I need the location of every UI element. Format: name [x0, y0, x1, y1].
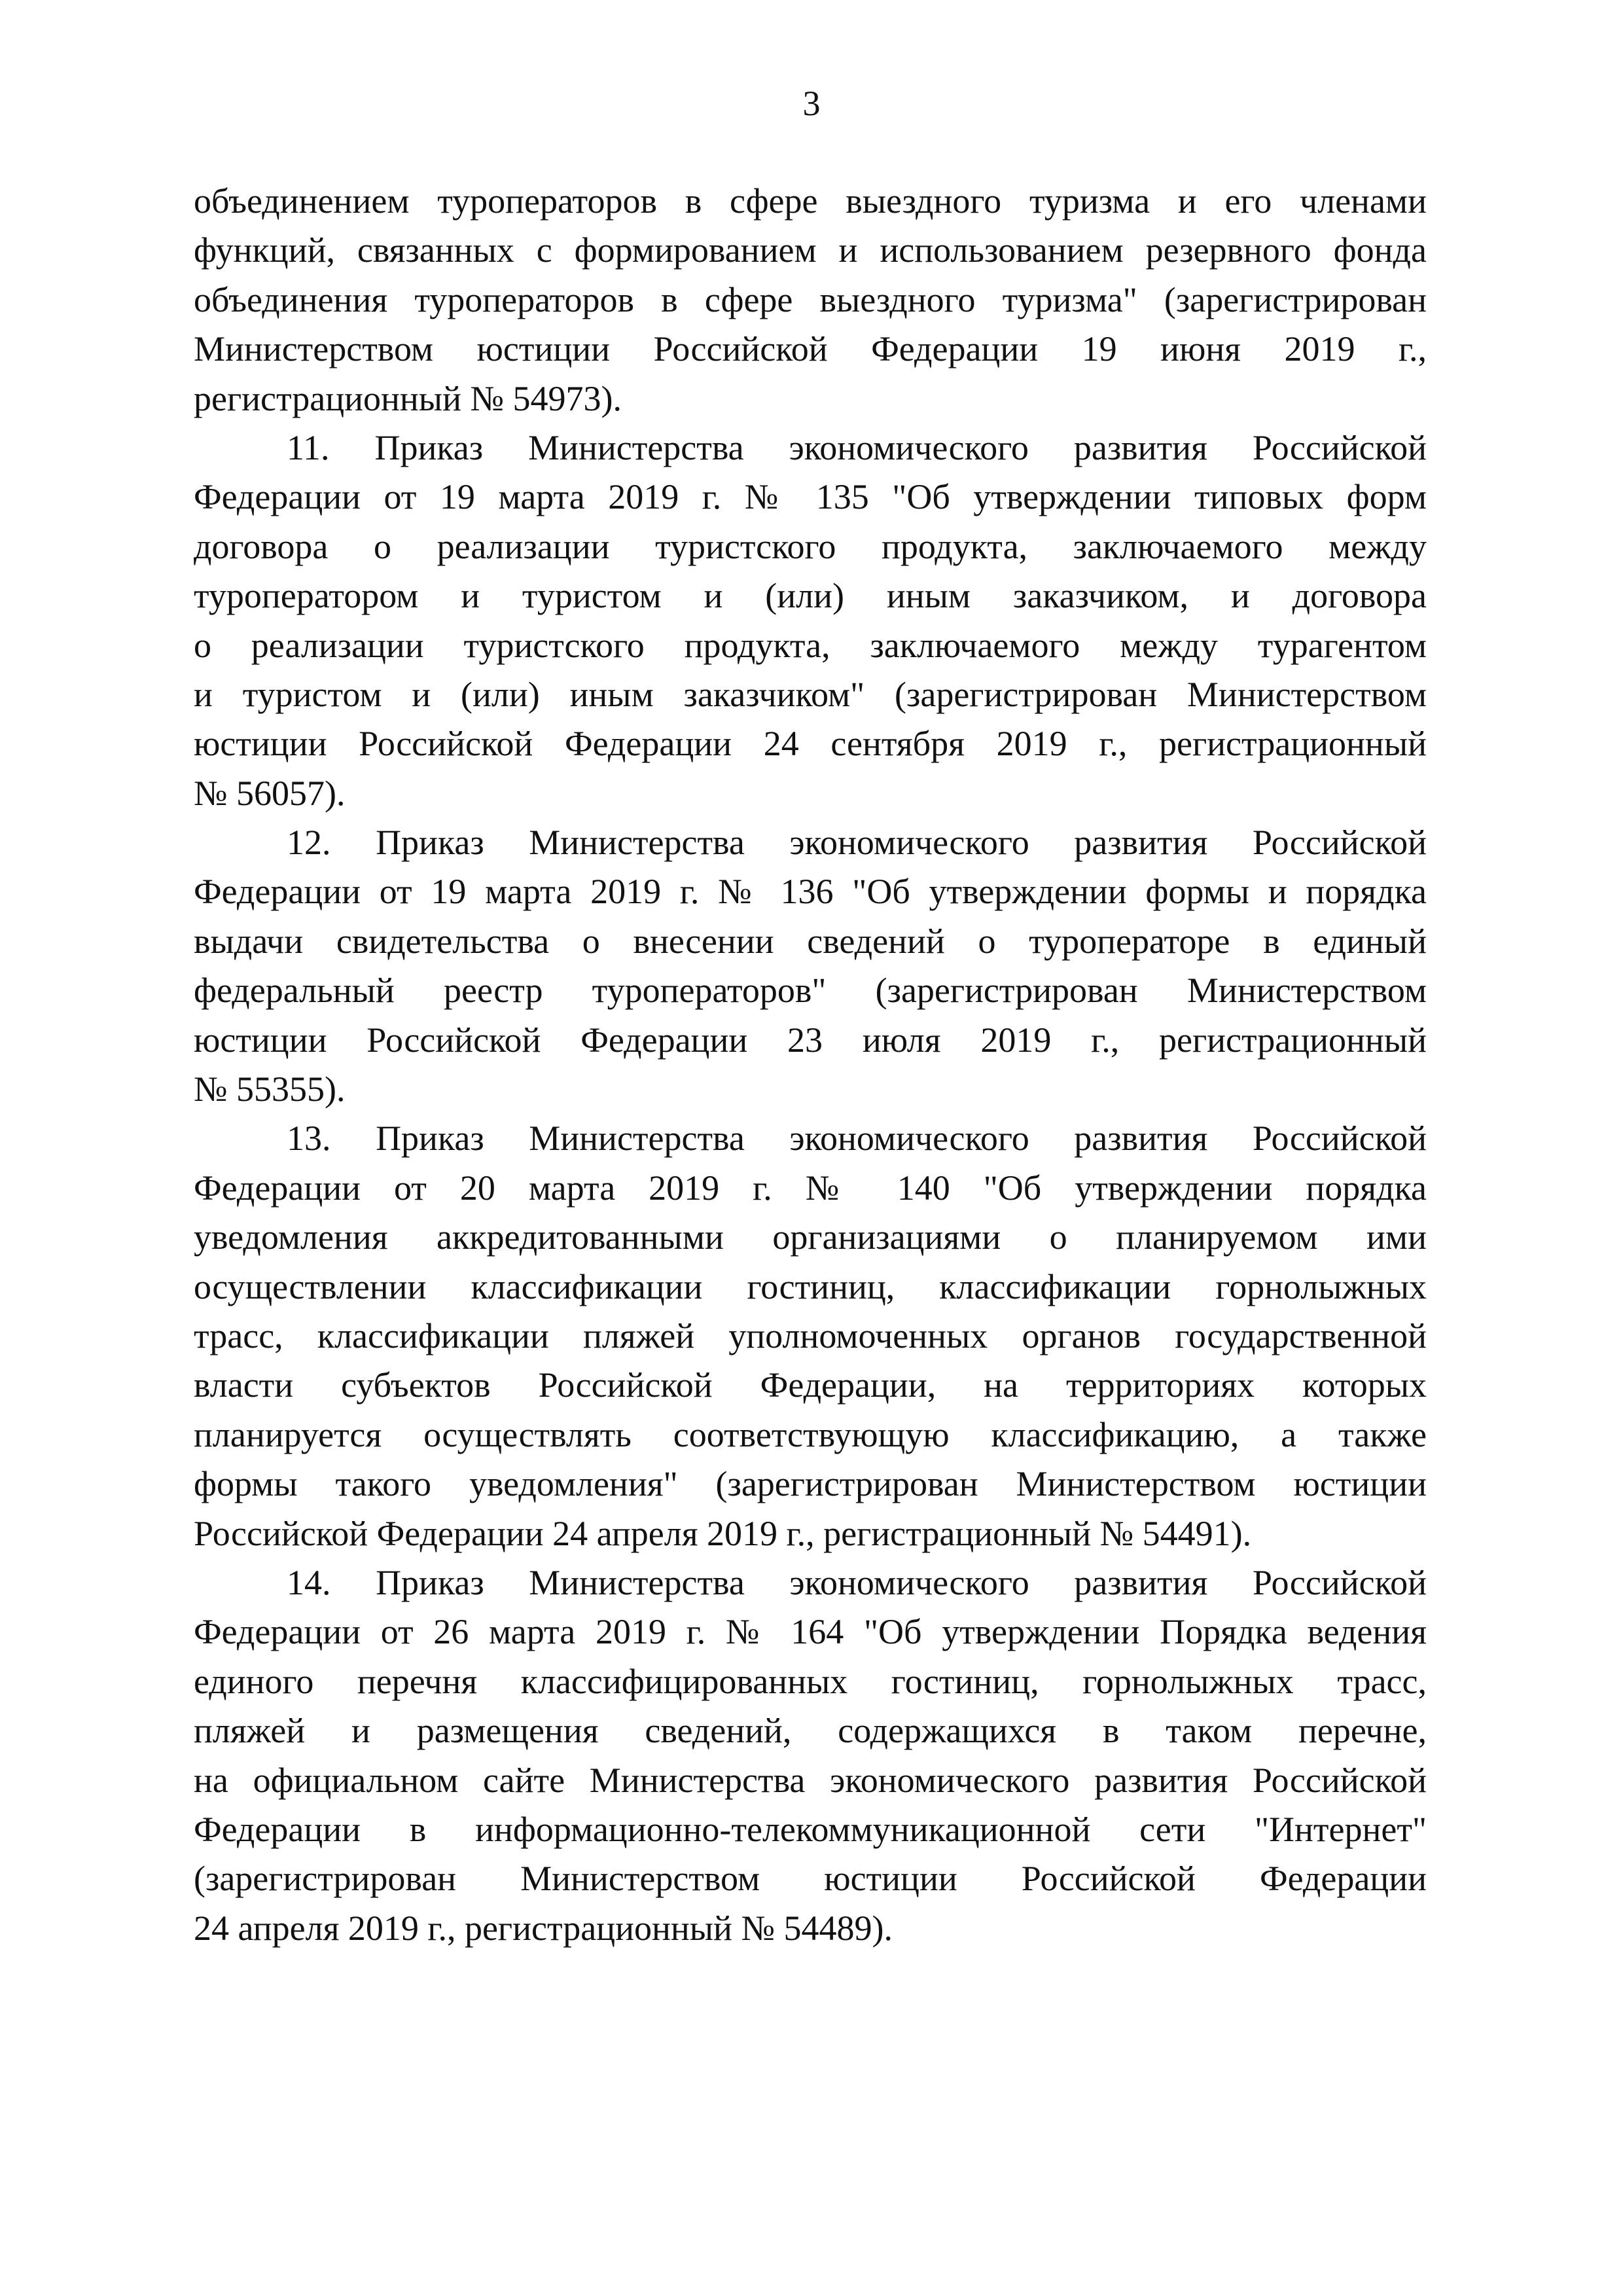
text-line: Федерации от 19 марта 2019 г. № 136 "Об утверждении формы и порядка: [194, 872, 1427, 912]
text-line: о реализации туристского продукта, заключаемого между турагентом: [194, 625, 1427, 665]
text-line: выдачи свидетельства о внесении сведений о туроператоре в единый: [194, 921, 1427, 961]
text-line: власти субъектов Российской Федерации, на территориях которых: [194, 1365, 1427, 1405]
text-line: туроператором и туристом и (или) иным заказчиком, и договора: [194, 576, 1427, 616]
text-line: формы такого уведомления" (зарегистрирован Министерством юстиции: [194, 1464, 1427, 1504]
text-line: Министерством юстиции Российской Федерации 19 июня 2019 г.,: [194, 329, 1427, 369]
text-line: юстиции Российской Федерации 23 июля 2019 г., регистрационный: [194, 1020, 1427, 1060]
text-line: функций, связанных с формированием и использованием резервного фонда: [194, 230, 1427, 270]
text-line: 11. Приказ Министерства экономического развития Российской: [287, 427, 1427, 467]
text-line: объединения туроператоров в сфере выездного туризма" (зарегистрирован: [194, 279, 1427, 319]
paragraph-13: [194, 1114, 1427, 1558]
text-line: Российской Федерации 24 апреля 2019 г., регистрационный № 54491).: [194, 1513, 1252, 1553]
text-line: Федерации от 19 марта 2019 г. № 135 "Об утверждении типовых форм: [194, 477, 1427, 517]
paragraph-11: [194, 423, 1427, 818]
text-line: № 55355).: [194, 1069, 346, 1109]
text-line: договора о реализации туристского продукта, заключаемого между: [194, 526, 1427, 566]
text-line: 24 апреля 2019 г., регистрационный № 54489).: [194, 1908, 893, 1948]
text-line: единого перечня классифицированных гостиниц, горнолыжных трасс,: [194, 1661, 1427, 1701]
text-line: юстиции Российской Федерации 24 сентября 2019 г., регистрационный: [194, 724, 1427, 764]
text-line: 12. Приказ Министерства экономического развития Российской: [287, 823, 1427, 863]
text-line: (зарегистрирован Министерством юстиции Российской Федерации: [194, 1859, 1427, 1899]
document-body: [194, 177, 1427, 1953]
paragraph-14: [194, 1558, 1427, 1953]
text-line: федеральный реестр туроператоров" (зарегистрирован Министерством: [194, 971, 1427, 1011]
text-line: уведомления аккредитованными организациями о планируемом ими: [194, 1217, 1427, 1257]
text-line: Федерации в информационно-телекоммуникационной сети "Интернет": [194, 1809, 1427, 1849]
page-number: 3: [802, 84, 821, 123]
text-line: пляжей и размещения сведений, содержащихся в таком перечне,: [194, 1711, 1427, 1751]
text-line: осуществлении классификации гостиниц, классификации горнолыжных: [194, 1266, 1427, 1306]
text-line: Федерации от 20 марта 2019 г. № 140 "Об утверждении порядка: [194, 1168, 1427, 1208]
text-line: объединением туроператоров в сфере выездного туризма и его членами: [194, 181, 1427, 221]
text-line: Федерации от 26 марта 2019 г. № 164 "Об утверждении Порядка ведения: [194, 1612, 1427, 1652]
text-line: 13. Приказ Министерства экономического развития Российской: [287, 1119, 1427, 1158]
paragraph-10-continuation: [194, 177, 1427, 423]
paragraph-12: [194, 818, 1427, 1114]
text-line: 14. Приказ Министерства экономического развития Российской: [287, 1562, 1427, 1602]
text-line: планируется осуществлять соответствующую классификацию, а также: [194, 1414, 1427, 1454]
text-line: регистрационный № 54973).: [194, 378, 622, 418]
text-line: трасс, классификации пляжей уполномоченных органов государственной: [194, 1316, 1427, 1355]
text-line: и туристом и (или) иным заказчиком" (зарегистрирован Министерством: [194, 674, 1427, 714]
text-line: на официальном сайте Министерства экономического развития Российской: [194, 1760, 1427, 1800]
text-line: № 56057).: [194, 773, 346, 813]
